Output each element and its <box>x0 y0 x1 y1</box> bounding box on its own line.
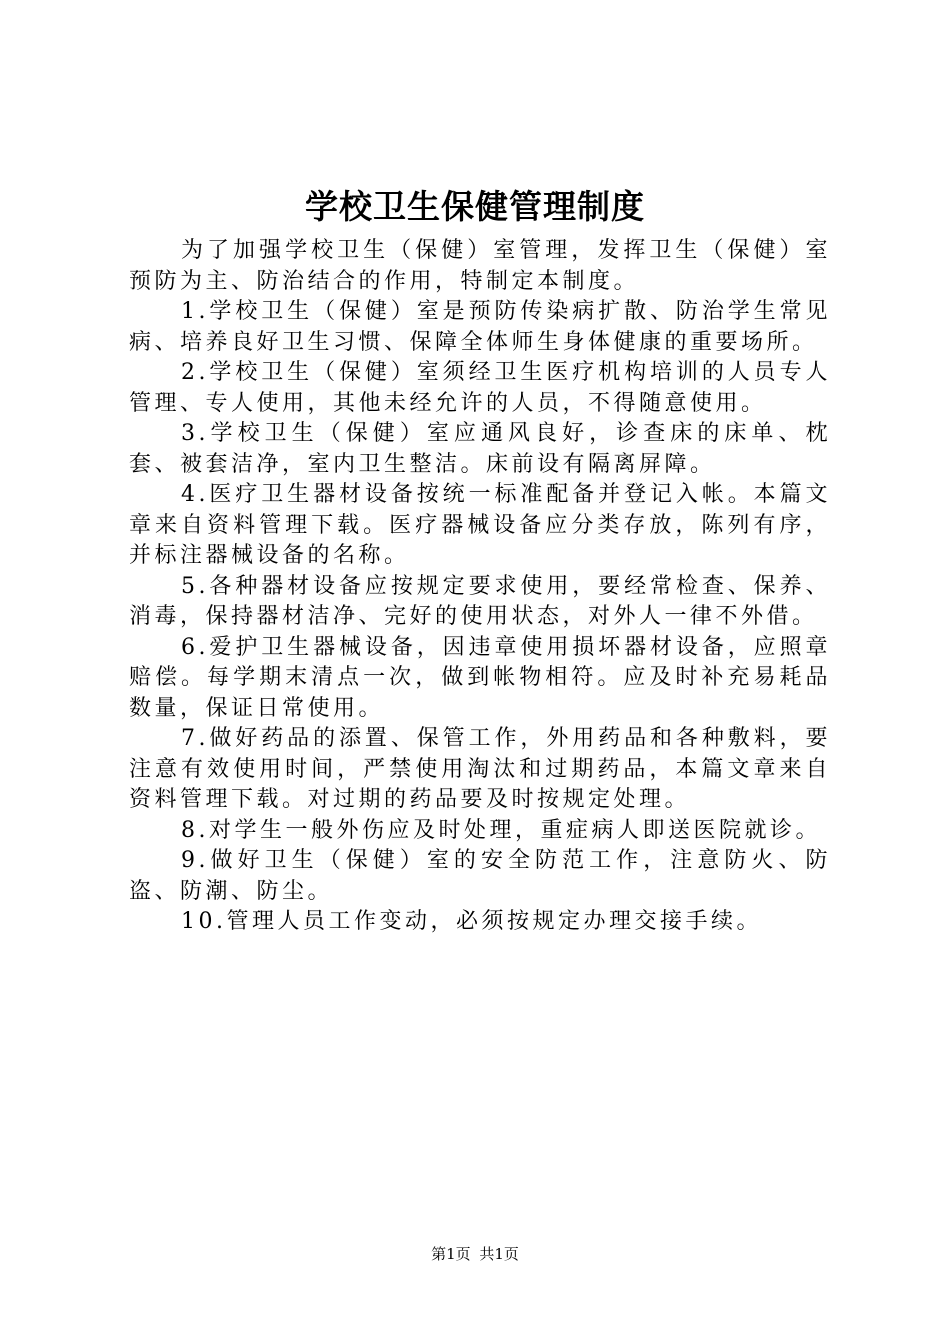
document-title: 学校卫生保健管理制度 <box>305 187 645 226</box>
page-footer <box>0 1244 950 1264</box>
rule-paragraph-1: 1.学校卫生（保健）室是预防传染病扩散、防治学生常见病、培养良好卫生习惯、保障全体师生身体健康的重要场所。 <box>129 299 831 355</box>
rule-paragraph-6: 6.爱护卫生器械设备，因违章使用损坏器材设备，应照章赔偿。每学期末清点一次，做到帐物相符。应及时补充易耗品数量，保证日常使用。 <box>129 634 831 721</box>
rule-paragraph-3: 3.学校卫生（保健）室应通风良好，诊查床的床单、枕套、被套洁净，室内卫生整洁。床前设有隔离屏障。 <box>129 421 831 477</box>
rule-paragraph-2: 2.学校卫生（保健）室须经卫生医疗机构培训的人员专人管理、专人使用，其他未经允许的人员，不得随意使用。 <box>129 360 831 416</box>
document-body <box>129 236 831 938</box>
rule-paragraph-7: 7.做好药品的添置、保管工作，外用药品和各种敷料，要注意有效使用时间，严禁使用淘汰和过期药品，本篇文章来自资料管理下载。对过期的药品要及时按规定处理。 <box>129 726 831 812</box>
intro-paragraph: 为了加强学校卫生（保健）室管理，发挥卫生（保健）室预防为主、防治结合的作用，特制定本制度。 <box>129 238 831 294</box>
rule-paragraph-10: 10.管理人员工作变动，必须按规定办理交接手续。 <box>181 909 762 934</box>
rule-paragraph-4: 4.医疗卫生器材设备按统一标准配备并登记入帐。本篇文章来自资料管理下载。医疗器械设备应分类存放，陈列有序，并标注器械设备的名称。 <box>129 482 831 568</box>
rule-paragraph-8: 8.对学生一般外伤应及时处理，重症病人即送医院就诊。 <box>181 817 821 843</box>
rule-paragraph-5: 5.各种器材设备应按规定要求使用，要经常检查、保养、消毒，保持器材洁净、完好的使用状态，对外人一律不外借。 <box>129 573 831 629</box>
page-total: 共1页 <box>479 1245 519 1263</box>
page-number: 第1页 <box>431 1245 471 1263</box>
rule-paragraph-9: 9.做好卫生（保健）室的安全防范工作，注意防火、防盗、防潮、防尘。 <box>129 848 831 904</box>
